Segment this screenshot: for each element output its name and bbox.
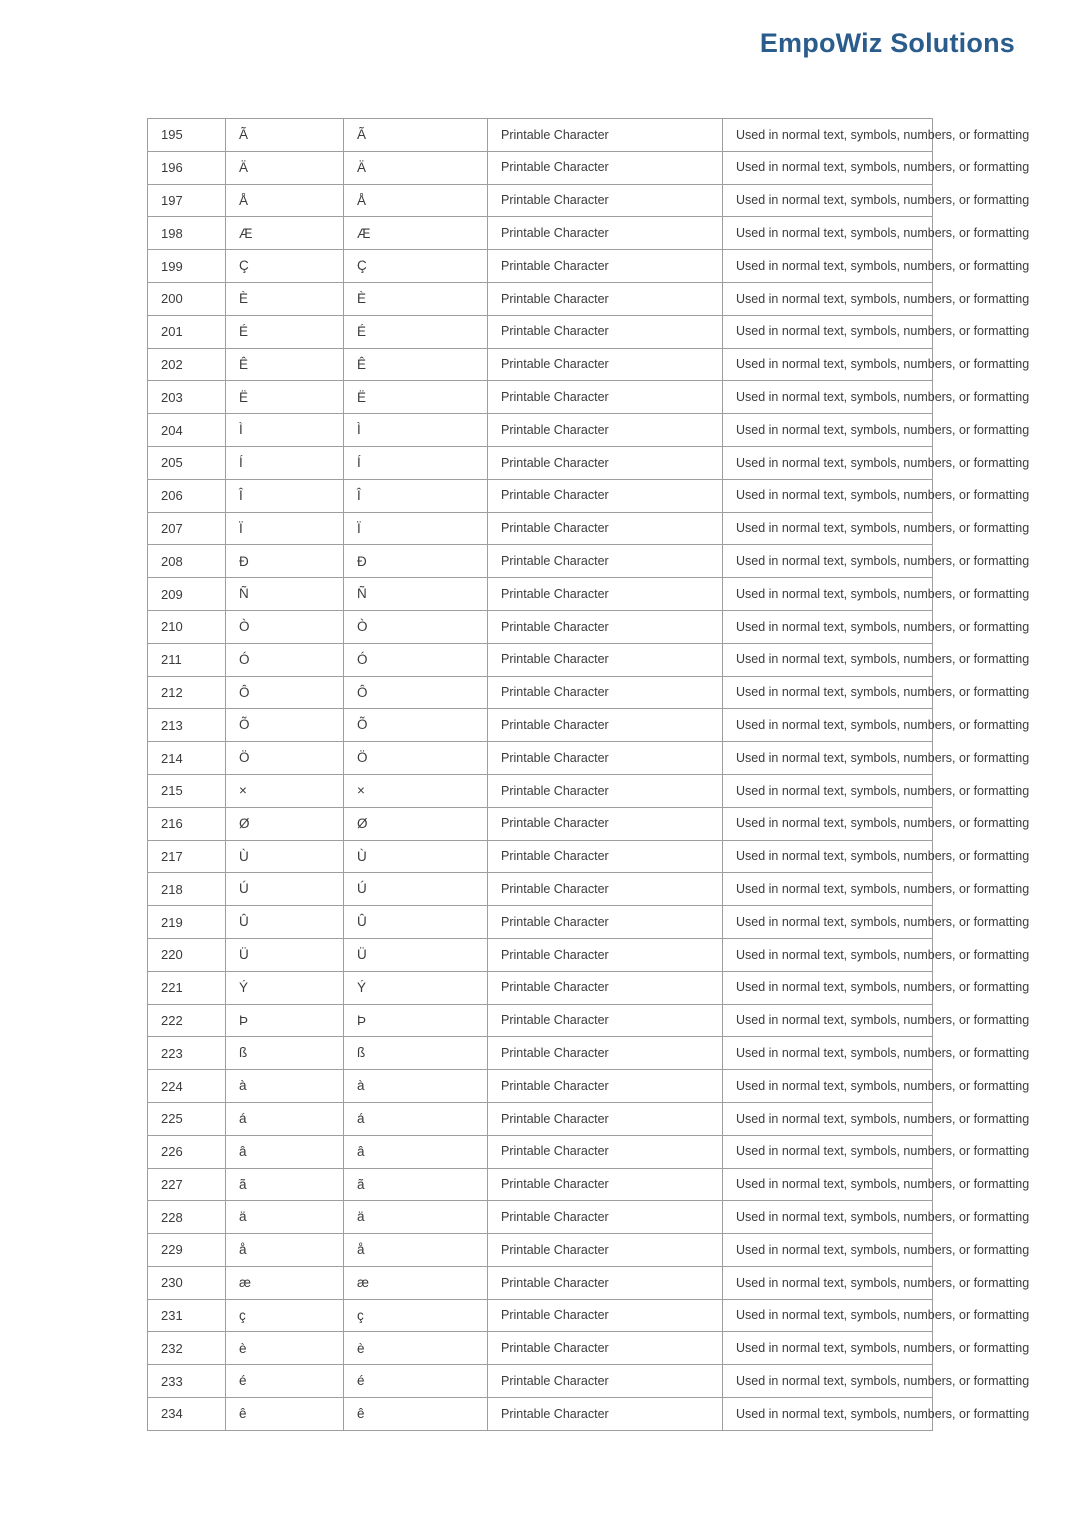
type-cell: Printable Character (488, 184, 723, 217)
usage-cell: Used in normal text, symbols, numbers, or formatting (723, 1037, 933, 1070)
character-cell: â (226, 1135, 344, 1168)
code-cell: 200 (148, 282, 226, 315)
table-row (148, 709, 933, 742)
table-row (148, 742, 933, 775)
type-cell: Printable Character (488, 873, 723, 906)
usage-cell: Used in normal text, symbols, numbers, or formatting (723, 217, 933, 250)
code-cell: 202 (148, 348, 226, 381)
usage-cell: Used in normal text, symbols, numbers, or formatting (723, 971, 933, 1004)
table-row (148, 184, 933, 217)
code-cell: 232 (148, 1332, 226, 1365)
usage-cell: Used in normal text, symbols, numbers, or formatting (723, 578, 933, 611)
usage-cell: Used in normal text, symbols, numbers, or formatting (723, 184, 933, 217)
type-cell: Printable Character (488, 578, 723, 611)
table-row (148, 446, 933, 479)
entity-character-cell: é (344, 1365, 488, 1398)
code-cell: 213 (148, 709, 226, 742)
character-cell: Õ (226, 709, 344, 742)
table-row (148, 217, 933, 250)
type-cell: Printable Character (488, 938, 723, 971)
character-cell: Ù (226, 840, 344, 873)
character-cell: Ì (226, 414, 344, 447)
code-cell: 219 (148, 906, 226, 939)
entity-character-cell: è (344, 1332, 488, 1365)
usage-cell: Used in normal text, symbols, numbers, or formatting (723, 709, 933, 742)
character-cell: Æ (226, 217, 344, 250)
usage-cell: Used in normal text, symbols, numbers, or formatting (723, 1299, 933, 1332)
type-cell: Printable Character (488, 348, 723, 381)
type-cell: Printable Character (488, 250, 723, 283)
type-cell: Printable Character (488, 1201, 723, 1234)
character-cell: Ý (226, 971, 344, 1004)
usage-cell: Used in normal text, symbols, numbers, or formatting (723, 446, 933, 479)
character-cell: Ö (226, 742, 344, 775)
code-cell: 234 (148, 1398, 226, 1431)
code-cell: 195 (148, 119, 226, 152)
usage-cell: Used in normal text, symbols, numbers, or formatting (723, 643, 933, 676)
table-row (148, 1135, 933, 1168)
table-row (148, 119, 933, 152)
type-cell: Printable Character (488, 1135, 723, 1168)
code-cell: 198 (148, 217, 226, 250)
character-cell: á (226, 1102, 344, 1135)
entity-character-cell: Ç (344, 250, 488, 283)
usage-cell: Used in normal text, symbols, numbers, or formatting (723, 348, 933, 381)
entity-character-cell: Ø (344, 807, 488, 840)
code-cell: 197 (148, 184, 226, 217)
character-cell: Î (226, 479, 344, 512)
code-cell: 221 (148, 971, 226, 1004)
character-cell: Ô (226, 676, 344, 709)
usage-cell: Used in normal text, symbols, numbers, or formatting (723, 873, 933, 906)
character-cell: Í (226, 446, 344, 479)
character-cell: Þ (226, 1004, 344, 1037)
table-row (148, 840, 933, 873)
table-row (148, 643, 933, 676)
code-cell: 227 (148, 1168, 226, 1201)
usage-cell: Used in normal text, symbols, numbers, or formatting (723, 840, 933, 873)
code-cell: 228 (148, 1201, 226, 1234)
code-cell: 206 (148, 479, 226, 512)
character-cell: ã (226, 1168, 344, 1201)
entity-character-cell: ã (344, 1168, 488, 1201)
type-cell: Printable Character (488, 709, 723, 742)
character-cell: Ä (226, 151, 344, 184)
entity-character-cell: Ã (344, 119, 488, 152)
entity-character-cell: È (344, 282, 488, 315)
entity-character-cell: Õ (344, 709, 488, 742)
type-cell: Printable Character (488, 282, 723, 315)
type-cell: Printable Character (488, 807, 723, 840)
type-cell: Printable Character (488, 1365, 723, 1398)
table-row (148, 1266, 933, 1299)
type-cell: Printable Character (488, 1037, 723, 1070)
character-cell: å (226, 1234, 344, 1267)
type-cell: Printable Character (488, 217, 723, 250)
entity-character-cell: Ì (344, 414, 488, 447)
code-cell: 220 (148, 938, 226, 971)
entity-character-cell: Î (344, 479, 488, 512)
table-row (148, 545, 933, 578)
table-row (148, 1168, 933, 1201)
character-cell: É (226, 315, 344, 348)
type-cell: Printable Character (488, 545, 723, 578)
usage-cell: Used in normal text, symbols, numbers, or formatting (723, 1004, 933, 1037)
code-cell: 205 (148, 446, 226, 479)
type-cell: Printable Character (488, 151, 723, 184)
type-cell: Printable Character (488, 676, 723, 709)
type-cell: Printable Character (488, 1266, 723, 1299)
usage-cell: Used in normal text, symbols, numbers, or formatting (723, 545, 933, 578)
entity-character-cell: × (344, 774, 488, 807)
entity-character-cell: Þ (344, 1004, 488, 1037)
type-cell: Printable Character (488, 1102, 723, 1135)
entity-character-cell: â (344, 1135, 488, 1168)
usage-cell: Used in normal text, symbols, numbers, or formatting (723, 414, 933, 447)
code-cell: 207 (148, 512, 226, 545)
code-cell: 209 (148, 578, 226, 611)
type-cell: Printable Character (488, 1070, 723, 1103)
table-row (148, 512, 933, 545)
usage-cell: Used in normal text, symbols, numbers, or formatting (723, 807, 933, 840)
entity-character-cell: Ð (344, 545, 488, 578)
entity-character-cell: Û (344, 906, 488, 939)
table-row (148, 807, 933, 840)
character-cell: ç (226, 1299, 344, 1332)
table-row (148, 578, 933, 611)
code-cell: 201 (148, 315, 226, 348)
code-cell: 211 (148, 643, 226, 676)
entity-character-cell: Æ (344, 217, 488, 250)
character-cell: Ó (226, 643, 344, 676)
usage-cell: Used in normal text, symbols, numbers, or formatting (723, 1365, 933, 1398)
character-code-table (147, 118, 1030, 1431)
type-cell: Printable Character (488, 1398, 723, 1431)
type-cell: Printable Character (488, 1004, 723, 1037)
code-cell: 226 (148, 1135, 226, 1168)
code-cell: 210 (148, 610, 226, 643)
table-row (148, 1102, 933, 1135)
character-cell: Ü (226, 938, 344, 971)
table-row (148, 971, 933, 1004)
type-cell: Printable Character (488, 512, 723, 545)
usage-cell: Used in normal text, symbols, numbers, or formatting (723, 1102, 933, 1135)
type-cell: Printable Character (488, 610, 723, 643)
usage-cell: Used in normal text, symbols, numbers, or formatting (723, 1398, 933, 1431)
code-cell: 225 (148, 1102, 226, 1135)
usage-cell: Used in normal text, symbols, numbers, or formatting (723, 315, 933, 348)
table-row (148, 938, 933, 971)
entity-character-cell: Å (344, 184, 488, 217)
type-cell: Printable Character (488, 840, 723, 873)
code-cell: 203 (148, 381, 226, 414)
usage-cell: Used in normal text, symbols, numbers, or formatting (723, 1234, 933, 1267)
type-cell: Printable Character (488, 479, 723, 512)
entity-character-cell: Ñ (344, 578, 488, 611)
character-cell: Å (226, 184, 344, 217)
table-row (148, 873, 933, 906)
character-cell: Ò (226, 610, 344, 643)
character-cell: × (226, 774, 344, 807)
character-cell: ä (226, 1201, 344, 1234)
table-row (148, 479, 933, 512)
entity-character-cell: à (344, 1070, 488, 1103)
code-cell: 218 (148, 873, 226, 906)
code-cell: 233 (148, 1365, 226, 1398)
table-row (148, 1201, 933, 1234)
character-cell: ê (226, 1398, 344, 1431)
code-cell: 215 (148, 774, 226, 807)
entity-character-cell: Ö (344, 742, 488, 775)
table-row (148, 1332, 933, 1365)
type-cell: Printable Character (488, 446, 723, 479)
usage-cell: Used in normal text, symbols, numbers, or formatting (723, 282, 933, 315)
table-row (148, 1299, 933, 1332)
table-row (148, 151, 933, 184)
type-cell: Printable Character (488, 381, 723, 414)
usage-cell: Used in normal text, symbols, numbers, or formatting (723, 1135, 933, 1168)
type-cell: Printable Character (488, 1234, 723, 1267)
usage-cell: Used in normal text, symbols, numbers, or formatting (723, 479, 933, 512)
character-cell: Ð (226, 545, 344, 578)
type-cell: Printable Character (488, 906, 723, 939)
code-cell: 204 (148, 414, 226, 447)
usage-cell: Used in normal text, symbols, numbers, or formatting (723, 512, 933, 545)
usage-cell: Used in normal text, symbols, numbers, or formatting (723, 906, 933, 939)
usage-cell: Used in normal text, symbols, numbers, or formatting (723, 774, 933, 807)
table-row (148, 1365, 933, 1398)
table-row (148, 610, 933, 643)
type-cell: Printable Character (488, 414, 723, 447)
code-cell: 196 (148, 151, 226, 184)
company-logo-text: EmpoWiz Solutions (759, 28, 1015, 58)
table-row (148, 315, 933, 348)
character-table-body (148, 119, 1030, 1431)
entity-character-cell: ß (344, 1037, 488, 1070)
character-cell: Ñ (226, 578, 344, 611)
code-cell: 231 (148, 1299, 226, 1332)
usage-cell: Used in normal text, symbols, numbers, or formatting (723, 1070, 933, 1103)
entity-character-cell: ä (344, 1201, 488, 1234)
character-cell: Ú (226, 873, 344, 906)
usage-cell: Used in normal text, symbols, numbers, or formatting (723, 938, 933, 971)
code-cell: 214 (148, 742, 226, 775)
code-cell: 224 (148, 1070, 226, 1103)
code-cell: 212 (148, 676, 226, 709)
type-cell: Printable Character (488, 1332, 723, 1365)
entity-character-cell: Ï (344, 512, 488, 545)
character-cell: È (226, 282, 344, 315)
code-cell: 216 (148, 807, 226, 840)
character-cell: é (226, 1365, 344, 1398)
table-row (148, 282, 933, 315)
usage-cell: Used in normal text, symbols, numbers, or formatting (723, 1332, 933, 1365)
entity-character-cell: É (344, 315, 488, 348)
entity-character-cell: å (344, 1234, 488, 1267)
table-row (148, 381, 933, 414)
usage-cell: Used in normal text, symbols, numbers, or formatting (723, 610, 933, 643)
usage-cell: Used in normal text, symbols, numbers, or formatting (723, 1168, 933, 1201)
type-cell: Printable Character (488, 742, 723, 775)
table-row (148, 348, 933, 381)
table-row (148, 1234, 933, 1267)
type-cell: Printable Character (488, 315, 723, 348)
type-cell: Printable Character (488, 1299, 723, 1332)
character-cell: Ï (226, 512, 344, 545)
table-row (148, 414, 933, 447)
entity-character-cell: Ý (344, 971, 488, 1004)
code-cell: 223 (148, 1037, 226, 1070)
character-cell: à (226, 1070, 344, 1103)
character-cell: ß (226, 1037, 344, 1070)
entity-character-cell: Ü (344, 938, 488, 971)
entity-character-cell: Ò (344, 610, 488, 643)
usage-cell: Used in normal text, symbols, numbers, or formatting (723, 119, 933, 152)
code-cell: 199 (148, 250, 226, 283)
type-cell: Printable Character (488, 774, 723, 807)
entity-character-cell: Í (344, 446, 488, 479)
character-cell: Ã (226, 119, 344, 152)
usage-cell: Used in normal text, symbols, numbers, or formatting (723, 1266, 933, 1299)
character-cell: è (226, 1332, 344, 1365)
usage-cell: Used in normal text, symbols, numbers, or formatting (723, 742, 933, 775)
table-row (148, 1398, 933, 1431)
entity-character-cell: Ù (344, 840, 488, 873)
usage-cell: Used in normal text, symbols, numbers, or formatting (723, 1201, 933, 1234)
entity-character-cell: Ô (344, 676, 488, 709)
entity-character-cell: ê (344, 1398, 488, 1431)
table-row (148, 250, 933, 283)
character-cell: Ø (226, 807, 344, 840)
entity-character-cell: Ó (344, 643, 488, 676)
character-cell: Û (226, 906, 344, 939)
entity-character-cell: æ (344, 1266, 488, 1299)
code-cell: 208 (148, 545, 226, 578)
usage-cell: Used in normal text, symbols, numbers, or formatting (723, 381, 933, 414)
usage-cell: Used in normal text, symbols, numbers, or formatting (723, 151, 933, 184)
table-row (148, 676, 933, 709)
table-row (148, 1037, 933, 1070)
usage-cell: Used in normal text, symbols, numbers, or formatting (723, 250, 933, 283)
character-cell: Ç (226, 250, 344, 283)
code-cell: 229 (148, 1234, 226, 1267)
type-cell: Printable Character (488, 119, 723, 152)
character-cell: æ (226, 1266, 344, 1299)
entity-character-cell: Ä (344, 151, 488, 184)
usage-cell: Used in normal text, symbols, numbers, or formatting (723, 676, 933, 709)
code-cell: 222 (148, 1004, 226, 1037)
entity-character-cell: Ê (344, 348, 488, 381)
code-cell: 217 (148, 840, 226, 873)
type-cell: Printable Character (488, 1168, 723, 1201)
table-row (148, 1070, 933, 1103)
character-cell: Ë (226, 381, 344, 414)
entity-character-cell: á (344, 1102, 488, 1135)
table-row (148, 906, 933, 939)
character-cell: Ê (226, 348, 344, 381)
code-cell: 230 (148, 1266, 226, 1299)
type-cell: Printable Character (488, 643, 723, 676)
entity-character-cell: ç (344, 1299, 488, 1332)
entity-character-cell: Ë (344, 381, 488, 414)
entity-character-cell: Ú (344, 873, 488, 906)
type-cell: Printable Character (488, 971, 723, 1004)
table-row (148, 1004, 933, 1037)
table-row (148, 774, 933, 807)
